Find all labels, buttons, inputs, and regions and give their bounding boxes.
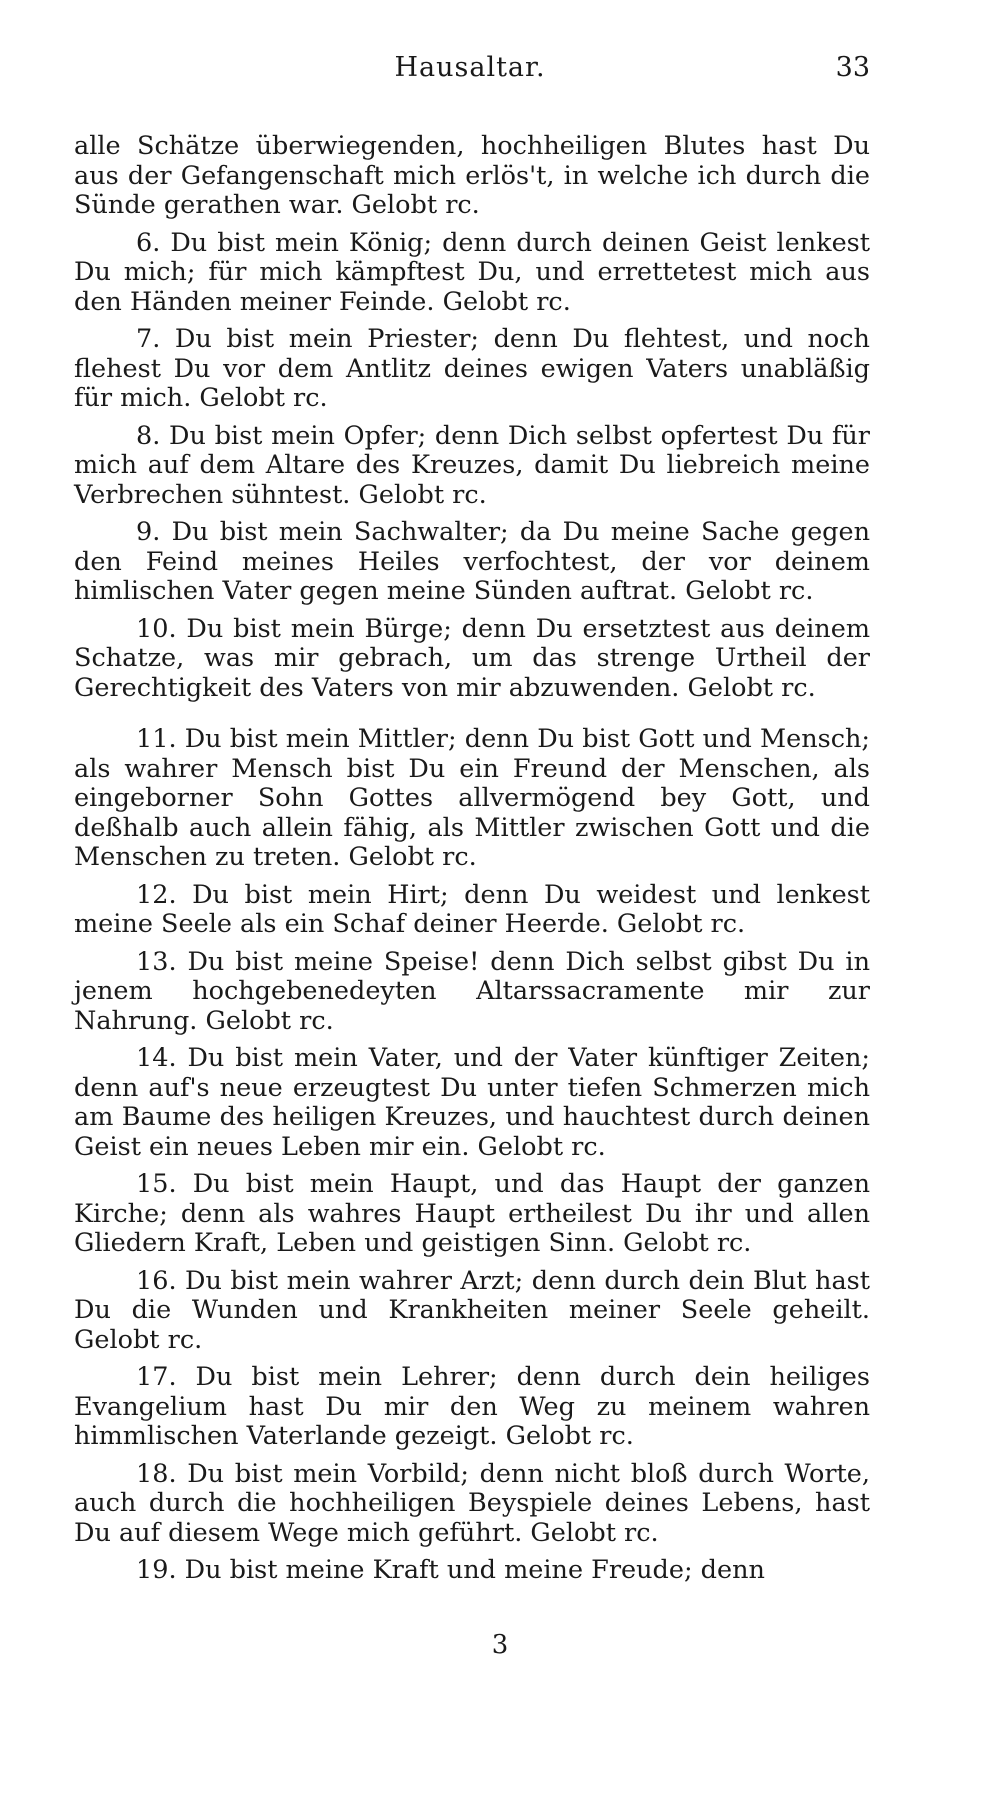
paragraph-12: 12. Du bist mein Hirt; denn Du weidest und lenkest meine Seele als ein Schaf deiner Heerde. Gelobt rc. — [74, 879, 870, 939]
paragraph-15: 15. Du bist mein Haupt, und das Haupt der ganzen Kirche; denn als wahres Haupt ertheilest Du ihr und allen Gliedern Kraft, Leben und geistigen Sinn. Gelobt rc. — [74, 1169, 870, 1258]
paragraph-10: 10. Du bist mein Bürge; denn Du ersetztest aus deinem Schatze, was mir gebrach, um das strenge Urtheil der Gerechtigkeit des Vaters von mir abzuwenden. Gelobt rc. — [74, 613, 870, 703]
signature-mark: 3 — [491, 1630, 509, 1660]
paragraph-14: 14. Du bist mein Vater, und der Vater künftiger Zeiten; denn auf's neue erzeugtest Du unter tiefen Schmerzen mich am Baume des heiligen Kreuzes, und hauchtest durch deinen Geist ein neues Leben mir ein. Gelobt rc. — [74, 1043, 870, 1162]
paragraph-19: 19. Du bist meine Kraft und meine Freude; denn — [136, 1555, 765, 1585]
body-text — [74, 132, 870, 1594]
page-header — [70, 52, 870, 92]
paragraph-16: 16. Du bist mein wahrer Arzt; denn durch dein Blut hast Du die Wunden und Krankheiten meiner Seele geheilt. Gelobt rc. — [74, 1265, 870, 1355]
paragraph-8: 8. Du bist mein Opfer; denn Dich selbst opfertest Du für mich auf dem Altare des Kreuzes, damit Du liebreich meine Verbrechen sühntest. Gelobt rc. — [74, 420, 870, 510]
paragraph-6: 6. Du bist mein König; denn durch deinen Geist lenkest Du mich; für mich kämpftest Du, und errettetest mich aus den Händen meiner Feinde. Gelobt rc. — [74, 227, 870, 317]
running-title: Hausaltar. — [394, 52, 546, 83]
paragraph-11: 11. Du bist mein Mittler; denn Du bist Gott und Mensch; als wahrer Mensch bist Du ein Freund der Menschen, als eingeborner Sohn Gottes allvermögend bey Gott, und deßhalb auch allein fähig, als Mittler zwischen Gott und die Menschen zu treten. Gelobt rc. — [74, 724, 870, 872]
paragraph-17: 17. Du bist mein Lehrer; denn durch dein heiliges Evangelium hast Du mir den Weg zu meinem wahren himmlischen Vaterlande gezeigt. Gelobt rc. — [74, 1362, 870, 1451]
paragraph-continuation: alle Schätze überwiegenden, hochheiligen Blutes hast Du aus der Gefangenschaft mich erlös't, in welche ich durch die Sünde gerathen war. Gelobt rc. — [74, 131, 870, 220]
paragraph-13: 13. Du bist meine Speise! denn Dich selbst gibst Du in jenem hochgebenedeyten Altarssacramente mir zur Nahrung. Gelobt rc. — [74, 946, 870, 1036]
page-number: 33 — [835, 52, 870, 83]
paragraph-7: 7. Du bist mein Priester; denn Du flehtest, und noch flehest Du vor dem Antlitz deines ewigen Vaters unabläßig für mich. Gelobt rc. — [74, 324, 870, 413]
paragraph-9: 9. Du bist mein Sachwalter; da Du meine Sache gegen den Feind meines Heiles verfochtest, der vor deinem himlischen Vater gegen meine Sünden auftrat. Gelobt rc. — [74, 517, 870, 606]
paragraph-18: 18. Du bist mein Vorbild; denn nicht bloß durch Worte, auch durch die hochheiligen Beyspiele deines Lebens, hast Du auf diesem Wege mich geführt. Gelobt rc. — [74, 1458, 870, 1548]
